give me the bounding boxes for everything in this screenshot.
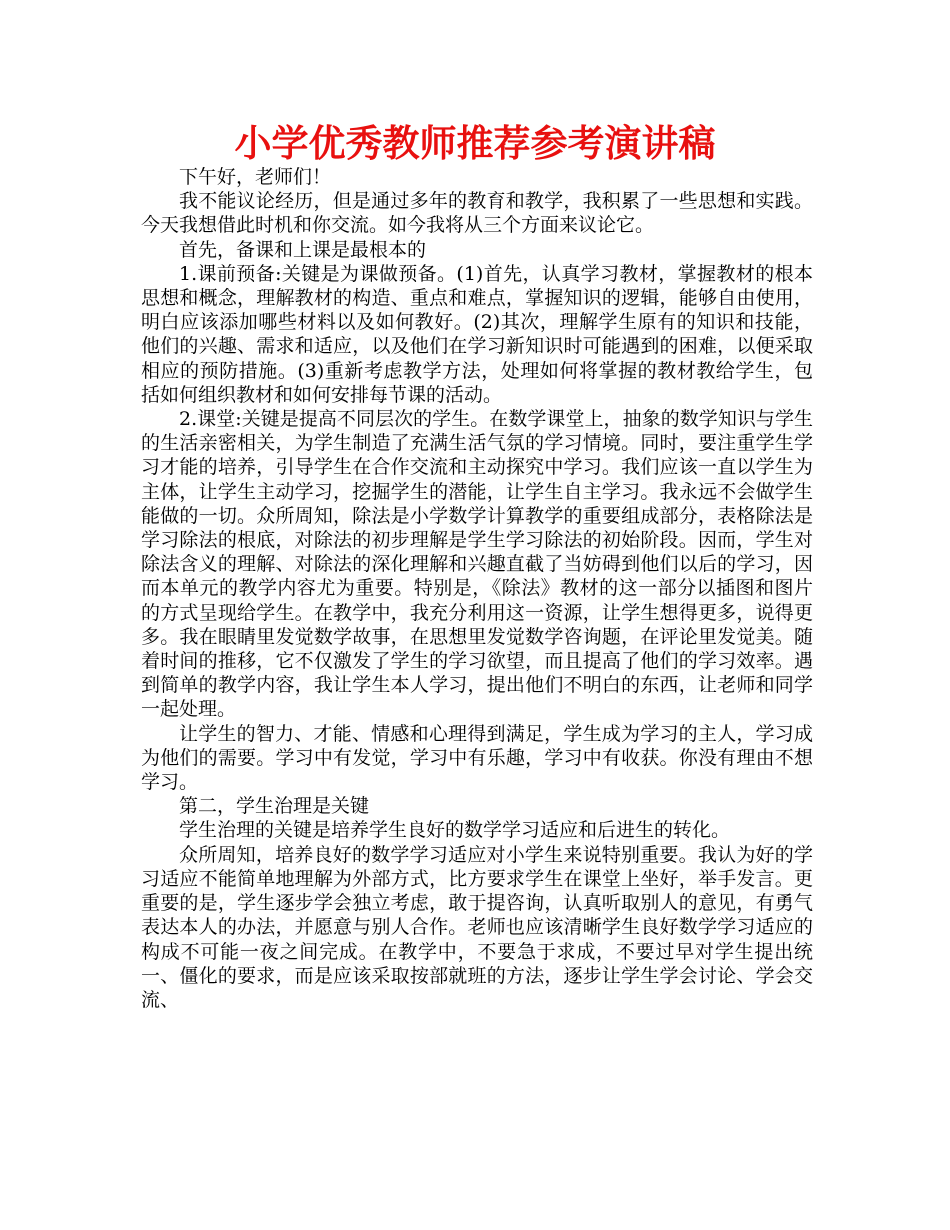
paragraph-classroom: 2.课堂:关键是提高不同层次的学生。在数学课堂上，抽象的数学知识与学生的生活亲密相关，为学生制造了充满生活气氛的学习情境。同时，要注重学生学习才能的培养，引导学生在合作交流和主动探究中学习。我们应该一直以学生为主体，让学生主动学习，挖掘学生的潜能，让学生自主学习。我永远不会做学生能做的一切。众所周知，除法是小学数学计算教学的重要组成部分，表格除法是学习除法的根底，对除法的初步理解是学生学习除法的初始阶段。因而，学生对除法含义的理解、对除法的深化理解和兴趣直截了当妨碍到他们以后的学习，因而本单元的教学内容尤为重要。特别是，《除法》教材的这一部分以插图和图片的方式呈现给学生。在教学中，我充分利用这一资源，让学生想得更多，说得更多。我在眼睛里发觉数学故事，在思想里发觉数学咨询题，在评论里发觉美。随着时间的推移，它不仅激发了学生的学习欲望，而且提高了他们的学习效率。遇到简单的教学内容，我让学生本人学习，提出他们不明白的东西，让老师和同学一起处理。 xyxy=(141,408,813,721)
paragraph-section-two-heading: 第二，学生治理是关键 xyxy=(179,795,370,818)
document-body xyxy=(141,165,813,1012)
paragraph-lesson-prep: 1.课前预备:关键是为课做预备。(1)首先，认真学习教材，掌握教材的根本思想和概念，理解教材的构造、重点和难点，掌握知识的逻辑，能够自由使用，明白应该添加哪些材料以及如何教好。(2)其次，理解学生原有的知识和技能，他们的兴趣、需求和适应，以及他们在学习新知识时可能遇到的困难，以便采取相应的预防措施。(3)重新考虑教学方法，处理如何将掌握的教材教给学生，包括如何组织教材和如何安排每节课的活动。 xyxy=(141,262,813,406)
paragraph-section-one-heading: 首先，备课和上课是最根本的 xyxy=(179,238,427,261)
paragraph-intro: 我不能议论经历，但是通过多年的教育和教学，我积累了一些思想和实践。今天我想借此时机和你交流。如今我将从三个方面来议论它。 xyxy=(141,190,813,237)
paragraph-greeting: 下午好，老师们！ xyxy=(179,166,332,188)
paragraph-learning-habits: 众所周知，培养良好的数学学习适应对小学生来说特别重要。我认为好的学习适应不能简单地理解为外部方式，比方要求学生在课堂上坐好，举手发言。更重要的是，学生逐步学会独立考虑，敢于提咨询，认真听取别人的意见，有勇气表达本人的办法，并愿意与别人合作。老师也应该清晰学生良好数学学习适应的构成不可能一夜之间完成。在教学中，不要急于求成，不要过早对学生提出统一、僵化的要求，而是应该采取按部就班的方法，逐步让学生学会讨论、学会交流、 xyxy=(141,843,813,1011)
paragraph-management-key: 学生治理的关键是培养学生良好的数学学习适应和后进生的转化。 xyxy=(179,819,731,842)
document-title: 小学优秀教师推荐参考演讲稿 xyxy=(234,122,716,165)
paragraph-student-fulfillment: 让学生的智力、才能、情感和心理得到满足，学生成为学习的主人，学习成为他们的需要。学习中有发觉，学习中有乐趣，学习中有收获。你没有理由不想学习。 xyxy=(141,722,813,794)
